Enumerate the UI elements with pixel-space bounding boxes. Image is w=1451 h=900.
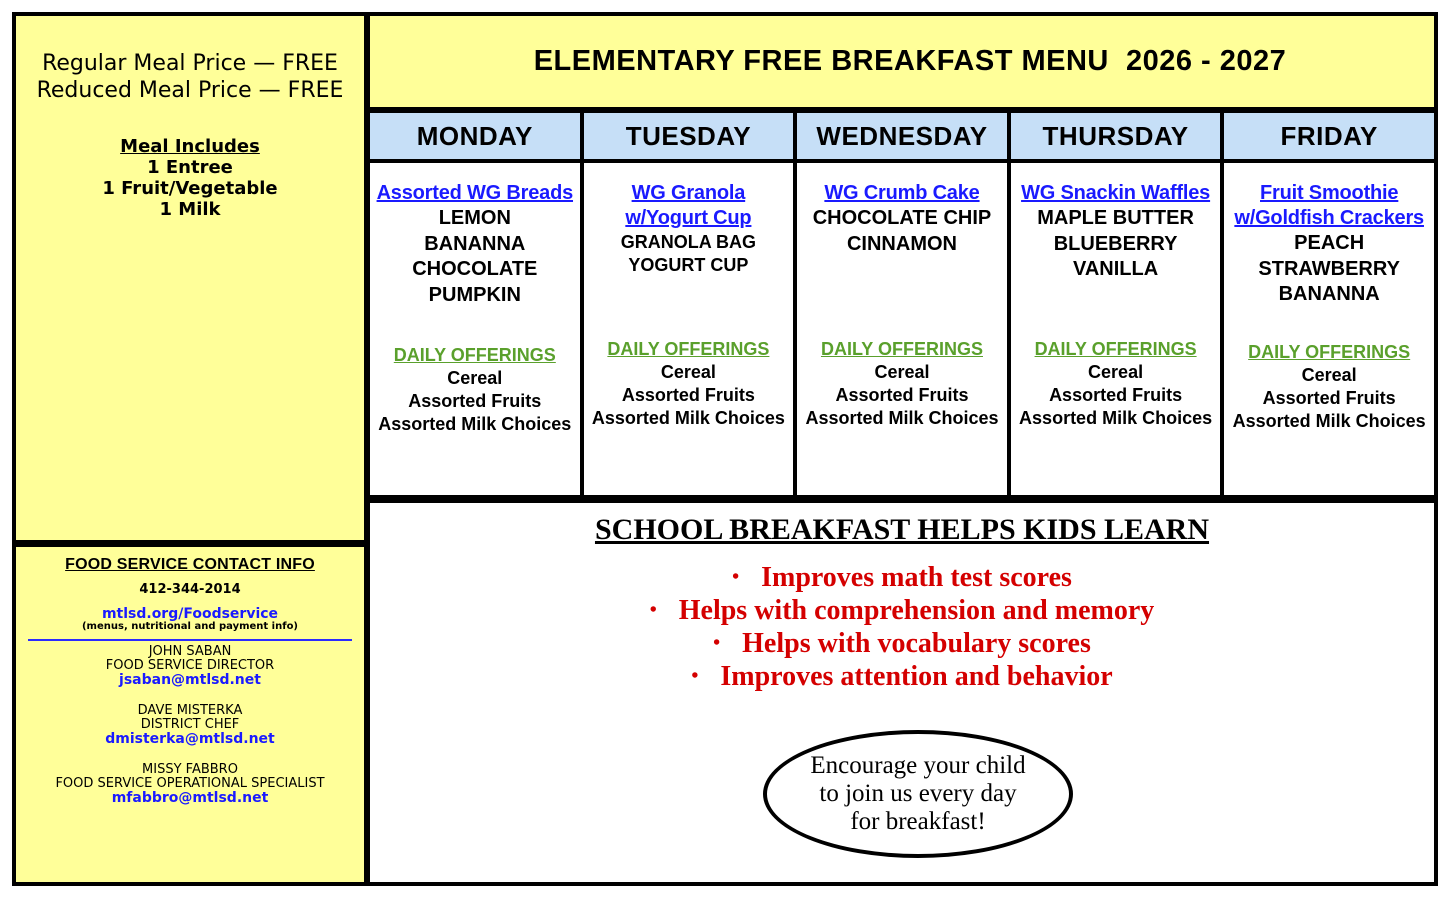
contact-email-link[interactable]: jsaban@mtlsd.net — [119, 672, 261, 688]
page-title: ELEMENTARY FREE BREAKFAST MENU 2026 - 2027 — [533, 45, 1287, 77]
menu-item: CHOCOLATE — [412, 258, 538, 280]
menu-item: LEMON — [438, 207, 511, 229]
contact-role: FOOD SERVICE OPERATIONAL SPECIALIST — [55, 776, 325, 791]
day-column-friday — [1224, 113, 1434, 495]
meal-includes-item: 1 Milk — [159, 199, 221, 220]
offering-item: Assorted Fruits — [835, 385, 969, 405]
benefits-title: SCHOOL BREAKFAST HELPS KIDS LEARN — [594, 513, 1210, 546]
benefit-item — [370, 561, 1434, 594]
bullet-icon: • — [649, 599, 657, 621]
reduced-price: Reduced Meal Price — FREE — [36, 78, 344, 103]
meal-includes-title: Meal Includes — [120, 136, 260, 157]
entree-title: WG Snackin Waffles — [1021, 182, 1211, 204]
offering-item: Assorted Milk Choices — [805, 408, 999, 428]
title-banner — [366, 12, 1438, 111]
day-column-wednesday — [797, 113, 1011, 495]
day-header-friday: FRIDAY — [1224, 113, 1434, 163]
offering-item: Assorted Milk Choices — [1019, 407, 1213, 428]
day-header-wednesday: WEDNESDAY — [797, 113, 1007, 163]
entree-title: w/Goldfish Crackers — [1234, 207, 1424, 229]
offering-item: Cereal — [1088, 361, 1144, 382]
entree-title: WG Granola — [631, 182, 746, 204]
encouragement-text: Encourage your child to join us every day for breakfast! — [810, 752, 1026, 835]
regular-price: Regular Meal Price — FREE — [42, 51, 338, 76]
day-menu — [1224, 163, 1434, 433]
bullet-icon: • — [713, 632, 721, 654]
benefit-item — [370, 627, 1434, 660]
offering-item: Assorted Milk Choices — [591, 408, 785, 428]
menu-item: CINNAMON — [846, 232, 957, 255]
offering-item: Cereal — [660, 362, 716, 382]
daily-offerings-title: DAILY OFFERINGS — [820, 339, 983, 359]
benefits-list — [370, 561, 1434, 693]
menu-item: PUMPKIN — [428, 283, 521, 306]
entree-title: WG Crumb Cake — [824, 182, 980, 204]
entree-title: w/Yogurt Cup — [625, 207, 752, 229]
encouragement-oval — [763, 730, 1073, 858]
weekly-menu-table — [366, 109, 1438, 499]
daily-offerings-title: DAILY OFFERINGS — [1034, 338, 1197, 359]
menu-item: BANANNA — [1278, 283, 1380, 305]
offering-item: Assorted Fruits — [408, 391, 542, 411]
menu-item: GRANOLA BAG — [620, 232, 757, 252]
contact-phone: 412-344-2014 — [139, 582, 241, 597]
benefit-item — [370, 594, 1434, 627]
menu-item: CHOCOLATE CHIP — [812, 207, 992, 229]
benefit-text: Helps with comprehension and memory — [678, 595, 1155, 626]
entree-title: Assorted WG Breads — [376, 182, 574, 204]
contact-role: DISTRICT CHEF — [140, 717, 240, 732]
offering-item: Assorted Fruits — [621, 385, 755, 405]
offering-item: Cereal — [447, 368, 503, 388]
meal-includes-item: 1 Entree — [147, 157, 233, 178]
benefit-text: Improves attention and behavior — [720, 661, 1113, 692]
offering-item: Assorted Fruits — [1262, 387, 1396, 408]
contact-name: DAVE MISTERKA — [137, 703, 243, 718]
menu-item: VANILLA — [1072, 258, 1159, 280]
offering-item: Assorted Fruits — [1049, 384, 1183, 405]
bullet-icon: • — [732, 566, 740, 588]
menu-item: PEACH — [1294, 232, 1365, 254]
contact-title: FOOD SERVICE CONTACT INFO — [65, 556, 315, 573]
day-column-tuesday — [584, 113, 798, 495]
day-menu — [370, 163, 580, 436]
bullet-icon: • — [691, 665, 699, 687]
daily-offerings-title: DAILY OFFERINGS — [607, 339, 770, 359]
meal-includes — [16, 136, 364, 220]
day-header-thursday: THURSDAY — [1011, 113, 1221, 163]
day-menu — [797, 163, 1007, 430]
daily-offerings-title: DAILY OFFERINGS — [393, 345, 556, 365]
price-lines — [16, 50, 364, 104]
day-column-monday — [370, 113, 584, 495]
contact-name: MISSY FABBRO — [142, 762, 238, 777]
entree-title: Fruit Smoothie — [1260, 182, 1399, 204]
benefits-panel — [366, 499, 1438, 886]
contact-role: FOOD SERVICE DIRECTOR — [105, 658, 275, 673]
day-menu — [584, 163, 794, 430]
daily-offerings-title: DAILY OFFERINGS — [1248, 341, 1411, 362]
contact-email-link[interactable]: mfabbro@mtlsd.net — [111, 790, 269, 806]
offering-item: Cereal — [874, 362, 930, 382]
day-menu — [1011, 163, 1221, 430]
benefit-text: Helps with vocabulary scores — [742, 628, 1091, 659]
website-note: (menus, nutritional and payment info) — [81, 621, 299, 632]
menu-item: STRAWBERRY — [1258, 257, 1400, 280]
day-header-tuesday: TUESDAY — [584, 113, 794, 163]
benefit-item — [370, 660, 1434, 693]
offering-item: Assorted Milk Choices — [378, 414, 572, 434]
meal-price-panel — [12, 12, 368, 544]
day-header-monday: MONDAY — [370, 113, 580, 163]
menu-item: MAPLE BUTTER — [1037, 207, 1194, 229]
menu-item: BANANNA — [424, 232, 526, 255]
contact-email-link[interactable]: dmisterka@mtlsd.net — [105, 731, 275, 747]
website-link[interactable]: mtlsd.org/Foodservice — [101, 606, 279, 622]
contact-panel — [12, 543, 368, 886]
offering-item: Assorted Milk Choices — [1232, 410, 1426, 431]
day-column-thursday — [1011, 113, 1225, 495]
offering-item: Cereal — [1301, 364, 1357, 385]
menu-item: YOGURT CUP — [628, 255, 749, 275]
menu-item: BLUEBERRY — [1053, 232, 1178, 255]
divider — [28, 639, 352, 641]
benefit-text: Improves math test scores — [761, 562, 1072, 593]
meal-includes-item: 1 Fruit/Vegetable — [102, 178, 278, 199]
contact-name: JOHN SABAN — [148, 644, 232, 659]
